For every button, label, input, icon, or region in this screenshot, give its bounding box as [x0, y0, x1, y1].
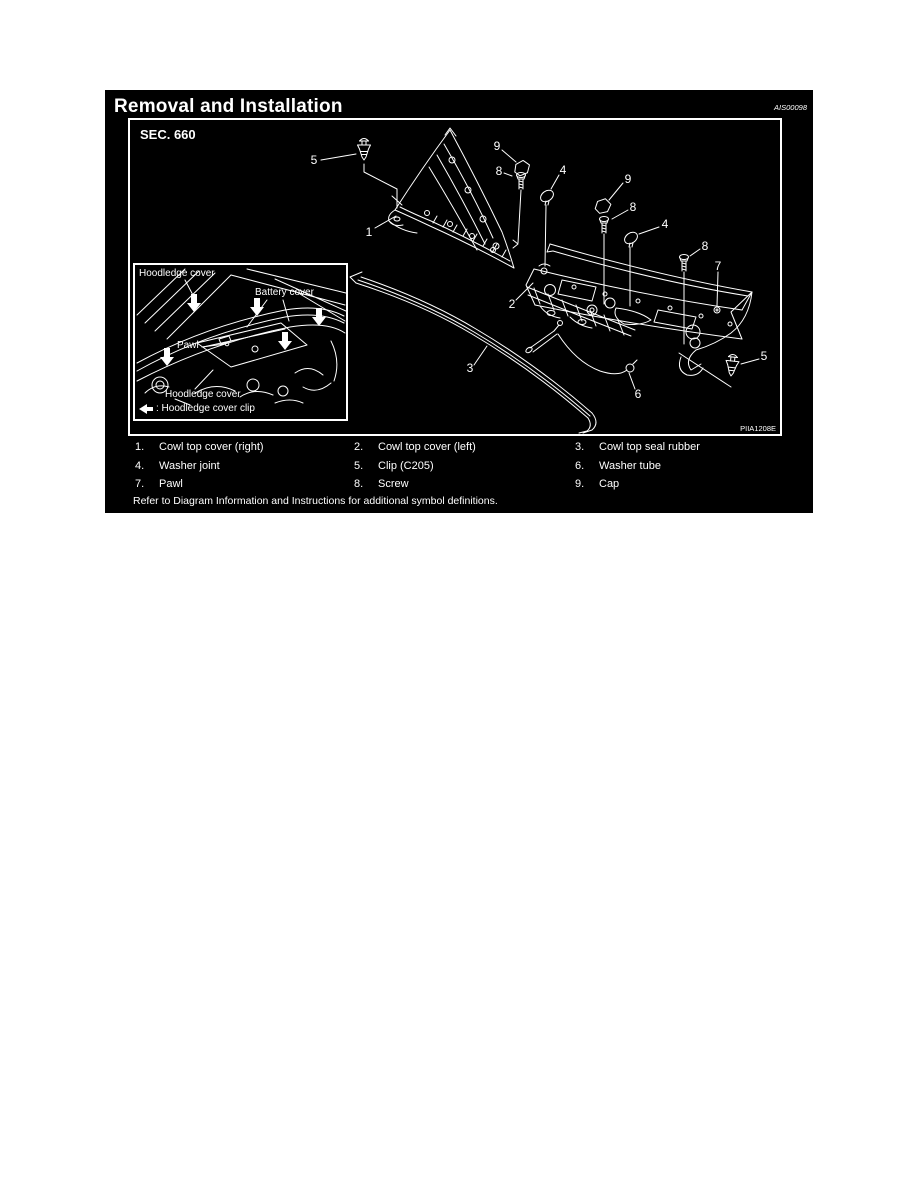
legend-item-2 — [354, 441, 575, 460]
legend-item-number: 8. — [354, 478, 364, 490]
legend-item-8 — [354, 478, 575, 497]
figure-id-top: AIS00098 — [774, 103, 807, 112]
callout-cover-left: 2 — [508, 297, 516, 311]
left-block-arrow-icon — [139, 404, 153, 414]
callout-cover-right: 1 — [365, 225, 373, 239]
callout-washer-joint-2: 4 — [661, 217, 669, 231]
callout-seal-rubber: 3 — [466, 361, 474, 375]
legend-item-label: Cowl top cover (right) — [159, 441, 264, 453]
hoodledge-clip-note-text: : Hoodledge cover clip — [156, 403, 255, 414]
legend-item-5 — [354, 460, 575, 479]
washer-tube-drawing — [525, 321, 637, 374]
callout-washer-joint-1: 4 — [559, 163, 567, 177]
battery-cover-label: Battery cover — [255, 287, 314, 298]
legend-item-number: 2. — [354, 441, 364, 453]
callout-cap-2: 9 — [624, 172, 632, 186]
legend-item-3 — [575, 441, 775, 460]
legend-item-6 — [575, 460, 775, 479]
page-title: Removal and Installation — [114, 96, 343, 117]
hoodledge-cover-label-top: Hoodledge cover — [139, 268, 215, 279]
legend-item-number: 9. — [575, 478, 585, 490]
figure-panel — [105, 90, 813, 513]
legend-item-number: 7. — [135, 478, 145, 490]
legend-item-number: 4. — [135, 459, 145, 472]
pawl-drawing — [714, 307, 720, 313]
callout-clip-top: 5 — [310, 153, 318, 167]
legend-item-4 — [135, 460, 354, 479]
legend-item-label: Cap — [599, 478, 620, 490]
legend-item-label: Clip (C205) — [378, 459, 434, 472]
hoodledge-cover-label-bottom: Hoodledge cover — [165, 389, 241, 400]
cowl-top-seal-rubber-drawing — [350, 272, 596, 433]
legend-item-7 — [135, 478, 354, 497]
washer-joint-drawing — [538, 188, 639, 306]
section-label: SEC. 660 — [140, 127, 196, 142]
legend-item-label: Cowl top cover (left) — [378, 441, 476, 453]
parts-legend — [135, 441, 795, 497]
callout-screw-3: 8 — [701, 239, 709, 253]
figure-id-bottom: PIIA1208E — [740, 424, 776, 433]
pawl-label: Pawl — [177, 340, 199, 351]
legend-item-number: 5. — [354, 459, 364, 472]
callout-screw-1: 8 — [495, 164, 503, 178]
legend-item-label: Cowl top seal rubber — [599, 441, 700, 453]
legend-item-1 — [135, 441, 354, 460]
legend-item-number: 1. — [135, 441, 145, 453]
legend-item-label: Washer joint — [159, 459, 220, 472]
legend-item-label: Washer tube — [599, 459, 661, 472]
callout-pawl: 7 — [714, 259, 722, 273]
legend-item-label: Screw — [378, 478, 409, 490]
legend-item-number: 3. — [575, 441, 585, 453]
callout-screw-2: 8 — [629, 200, 637, 214]
callout-washer-tube: 6 — [634, 387, 642, 401]
legend-item-label: Pawl — [159, 478, 183, 490]
callout-clip-bottom: 5 — [760, 349, 768, 363]
diagram-frame — [128, 118, 782, 436]
legend-item-9 — [575, 478, 775, 497]
callout-cap-1: 9 — [493, 139, 501, 153]
inset-hoodledge-view — [133, 263, 348, 421]
hoodledge-clip-note — [139, 403, 255, 414]
legend-item-number: 6. — [575, 459, 585, 472]
clip-location-arrows — [160, 294, 326, 366]
symbol-definitions-note: Refer to Diagram Information and Instructions for additional symbol definitions. — [133, 495, 498, 507]
